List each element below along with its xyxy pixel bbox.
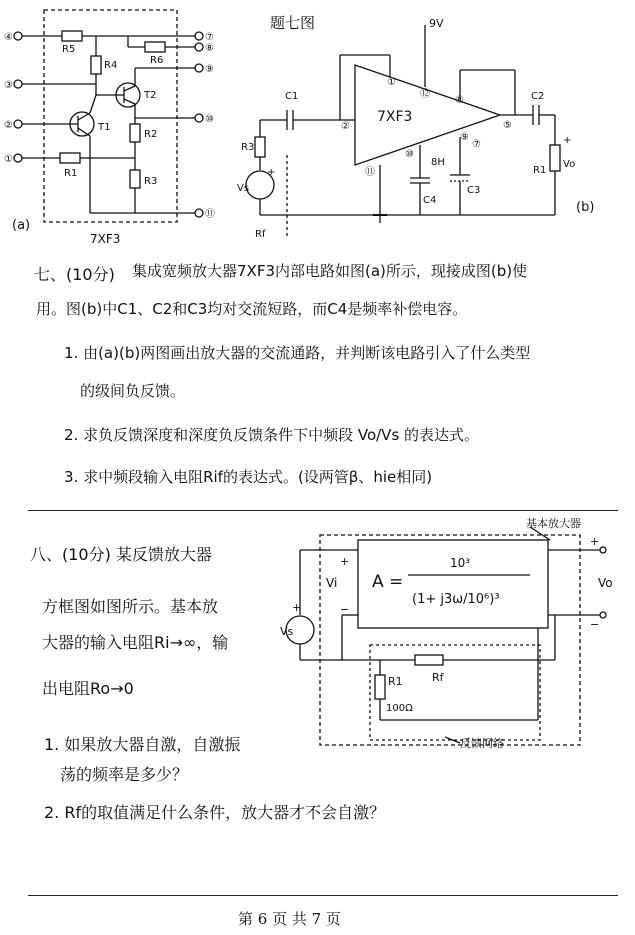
page-number-footer: 第 6 页 共 7 页	[238, 910, 341, 928]
pin-b-8: ⑧	[455, 95, 464, 106]
label-c1: C1	[285, 91, 299, 102]
figure-a-label: (a)	[12, 218, 31, 233]
q8-r1-value: 100Ω	[386, 703, 413, 714]
label-c2: C2	[531, 91, 545, 102]
label-vo-b: Vo	[563, 159, 576, 170]
q8-feedback-label: 反馈网络	[460, 737, 504, 750]
pin-a-11: ⑪	[205, 209, 215, 220]
pin-b-10: ⑩	[405, 149, 414, 160]
q7-intro: 集成宽频放大器7XF3内部电路如图(a)所示，现接成图(b)使	[132, 262, 528, 280]
q7-heading: 七、(10分)	[34, 265, 115, 284]
pin-b-11: ⑪	[365, 167, 375, 178]
pin-a-10: ⑩	[205, 114, 214, 125]
q8-block-diagram	[280, 515, 630, 770]
pin-a-3: ③	[4, 80, 13, 91]
q8-item-2: 2. Rf的取值满足什么条件，放大器才不会自激？	[44, 803, 386, 822]
label-plus-vs: +	[267, 167, 276, 178]
footer-divider	[28, 895, 618, 896]
label-8h: 8H	[431, 157, 445, 168]
label-r1-b: R1	[533, 165, 547, 176]
label-t1: T1	[98, 122, 111, 133]
label-rf-b: Rf	[255, 229, 266, 240]
q8-gain-denominator: (1+ j3ω/10⁶)³	[412, 592, 500, 607]
q7-item-1-cont: 的级间负反馈。	[80, 382, 186, 400]
q8-item-1: 1. 如果放大器自激，自激振	[44, 735, 241, 754]
label-r1: R1	[64, 168, 78, 179]
label-r3-b: R3	[241, 142, 255, 153]
pin-b-5: ⑤	[503, 120, 512, 131]
q8-body-3: 出电阻Ro→0	[42, 679, 134, 698]
q8-minus-vo: −	[590, 618, 600, 631]
figure-a-chip-label: 7XF3	[90, 232, 121, 246]
q8-plus-vi: +	[340, 555, 350, 568]
pin-a-8: ⑧	[205, 43, 214, 54]
q8-body-2: 大器的输入电阻Ri→∞，输	[42, 633, 229, 652]
pin-b-2: ②	[341, 121, 350, 132]
q8-vi-label: Vi	[326, 576, 338, 590]
q8-plus-vs: +	[292, 601, 302, 614]
pin-a-2: ②	[4, 120, 13, 131]
label-r6: R6	[150, 55, 164, 66]
q8-body-1: 方框图如图所示。基本放	[42, 597, 219, 616]
q7-item-3: 3. 求中频段输入电阻Rif的表达式。(设两管β、hie相同)	[64, 468, 433, 486]
q8-minus-vi: −	[340, 603, 350, 616]
figure-a-schematic	[0, 0, 230, 250]
q8-basic-amp-label: 基本放大器	[526, 517, 581, 530]
label-t2: T2	[144, 90, 157, 101]
section-divider	[28, 510, 618, 511]
q8-rf-label: Rf	[432, 671, 444, 684]
label-r4: R4	[104, 60, 118, 71]
label-r2: R2	[144, 129, 158, 140]
q7-item-2: 2. 求负反馈深度和深度负反馈条件下中频段 Vo/Vs 的表达式。	[64, 426, 480, 444]
label-9v: 9V	[429, 17, 444, 30]
q8-plus-vo: +	[590, 535, 600, 548]
q8-vo-label: Vo	[598, 576, 613, 590]
figure-b-schematic	[235, 15, 630, 250]
pin-b-7: ⑦	[472, 139, 481, 150]
pin-b-9: ⑨	[460, 132, 469, 143]
pin-b-12: ⑫	[420, 89, 430, 100]
pin-a-1: ①	[4, 154, 13, 165]
pin-b-1: ①	[387, 77, 396, 88]
label-c4: C4	[423, 195, 437, 206]
q7-intro-2: 用。图(b)中C1、C2和C3均对交流短路，而C4是频率补偿电容。	[36, 300, 468, 318]
q8-heading: 八、(10分) 某反馈放大器	[30, 545, 212, 564]
figure-b-label: (b)	[576, 200, 595, 215]
label-chip-name: 7XF3	[377, 109, 413, 125]
q8-r1-label: R1	[388, 675, 403, 688]
label-vs-b: Vs	[237, 183, 250, 194]
figure-title: 题七图	[270, 14, 316, 32]
label-c3: C3	[467, 185, 481, 196]
pin-a-4: ④	[4, 32, 13, 43]
q8-item-1-cont: 荡的频率是多少？	[60, 765, 189, 784]
q8-gain-prefix: A =	[372, 572, 404, 592]
pin-a-9: ⑨	[205, 64, 214, 75]
q8-vs-label: Vs	[280, 625, 294, 638]
q7-item-1: 1. 由(a)(b)两图画出放大器的交流通路，并判断该电路引入了什么类型	[64, 344, 531, 362]
label-r3: R3	[144, 176, 158, 187]
label-r5: R5	[62, 44, 76, 55]
pin-a-7: ⑦	[205, 32, 214, 43]
q8-gain-numerator: 10³	[450, 556, 471, 570]
label-plus-vo: +	[563, 135, 572, 146]
